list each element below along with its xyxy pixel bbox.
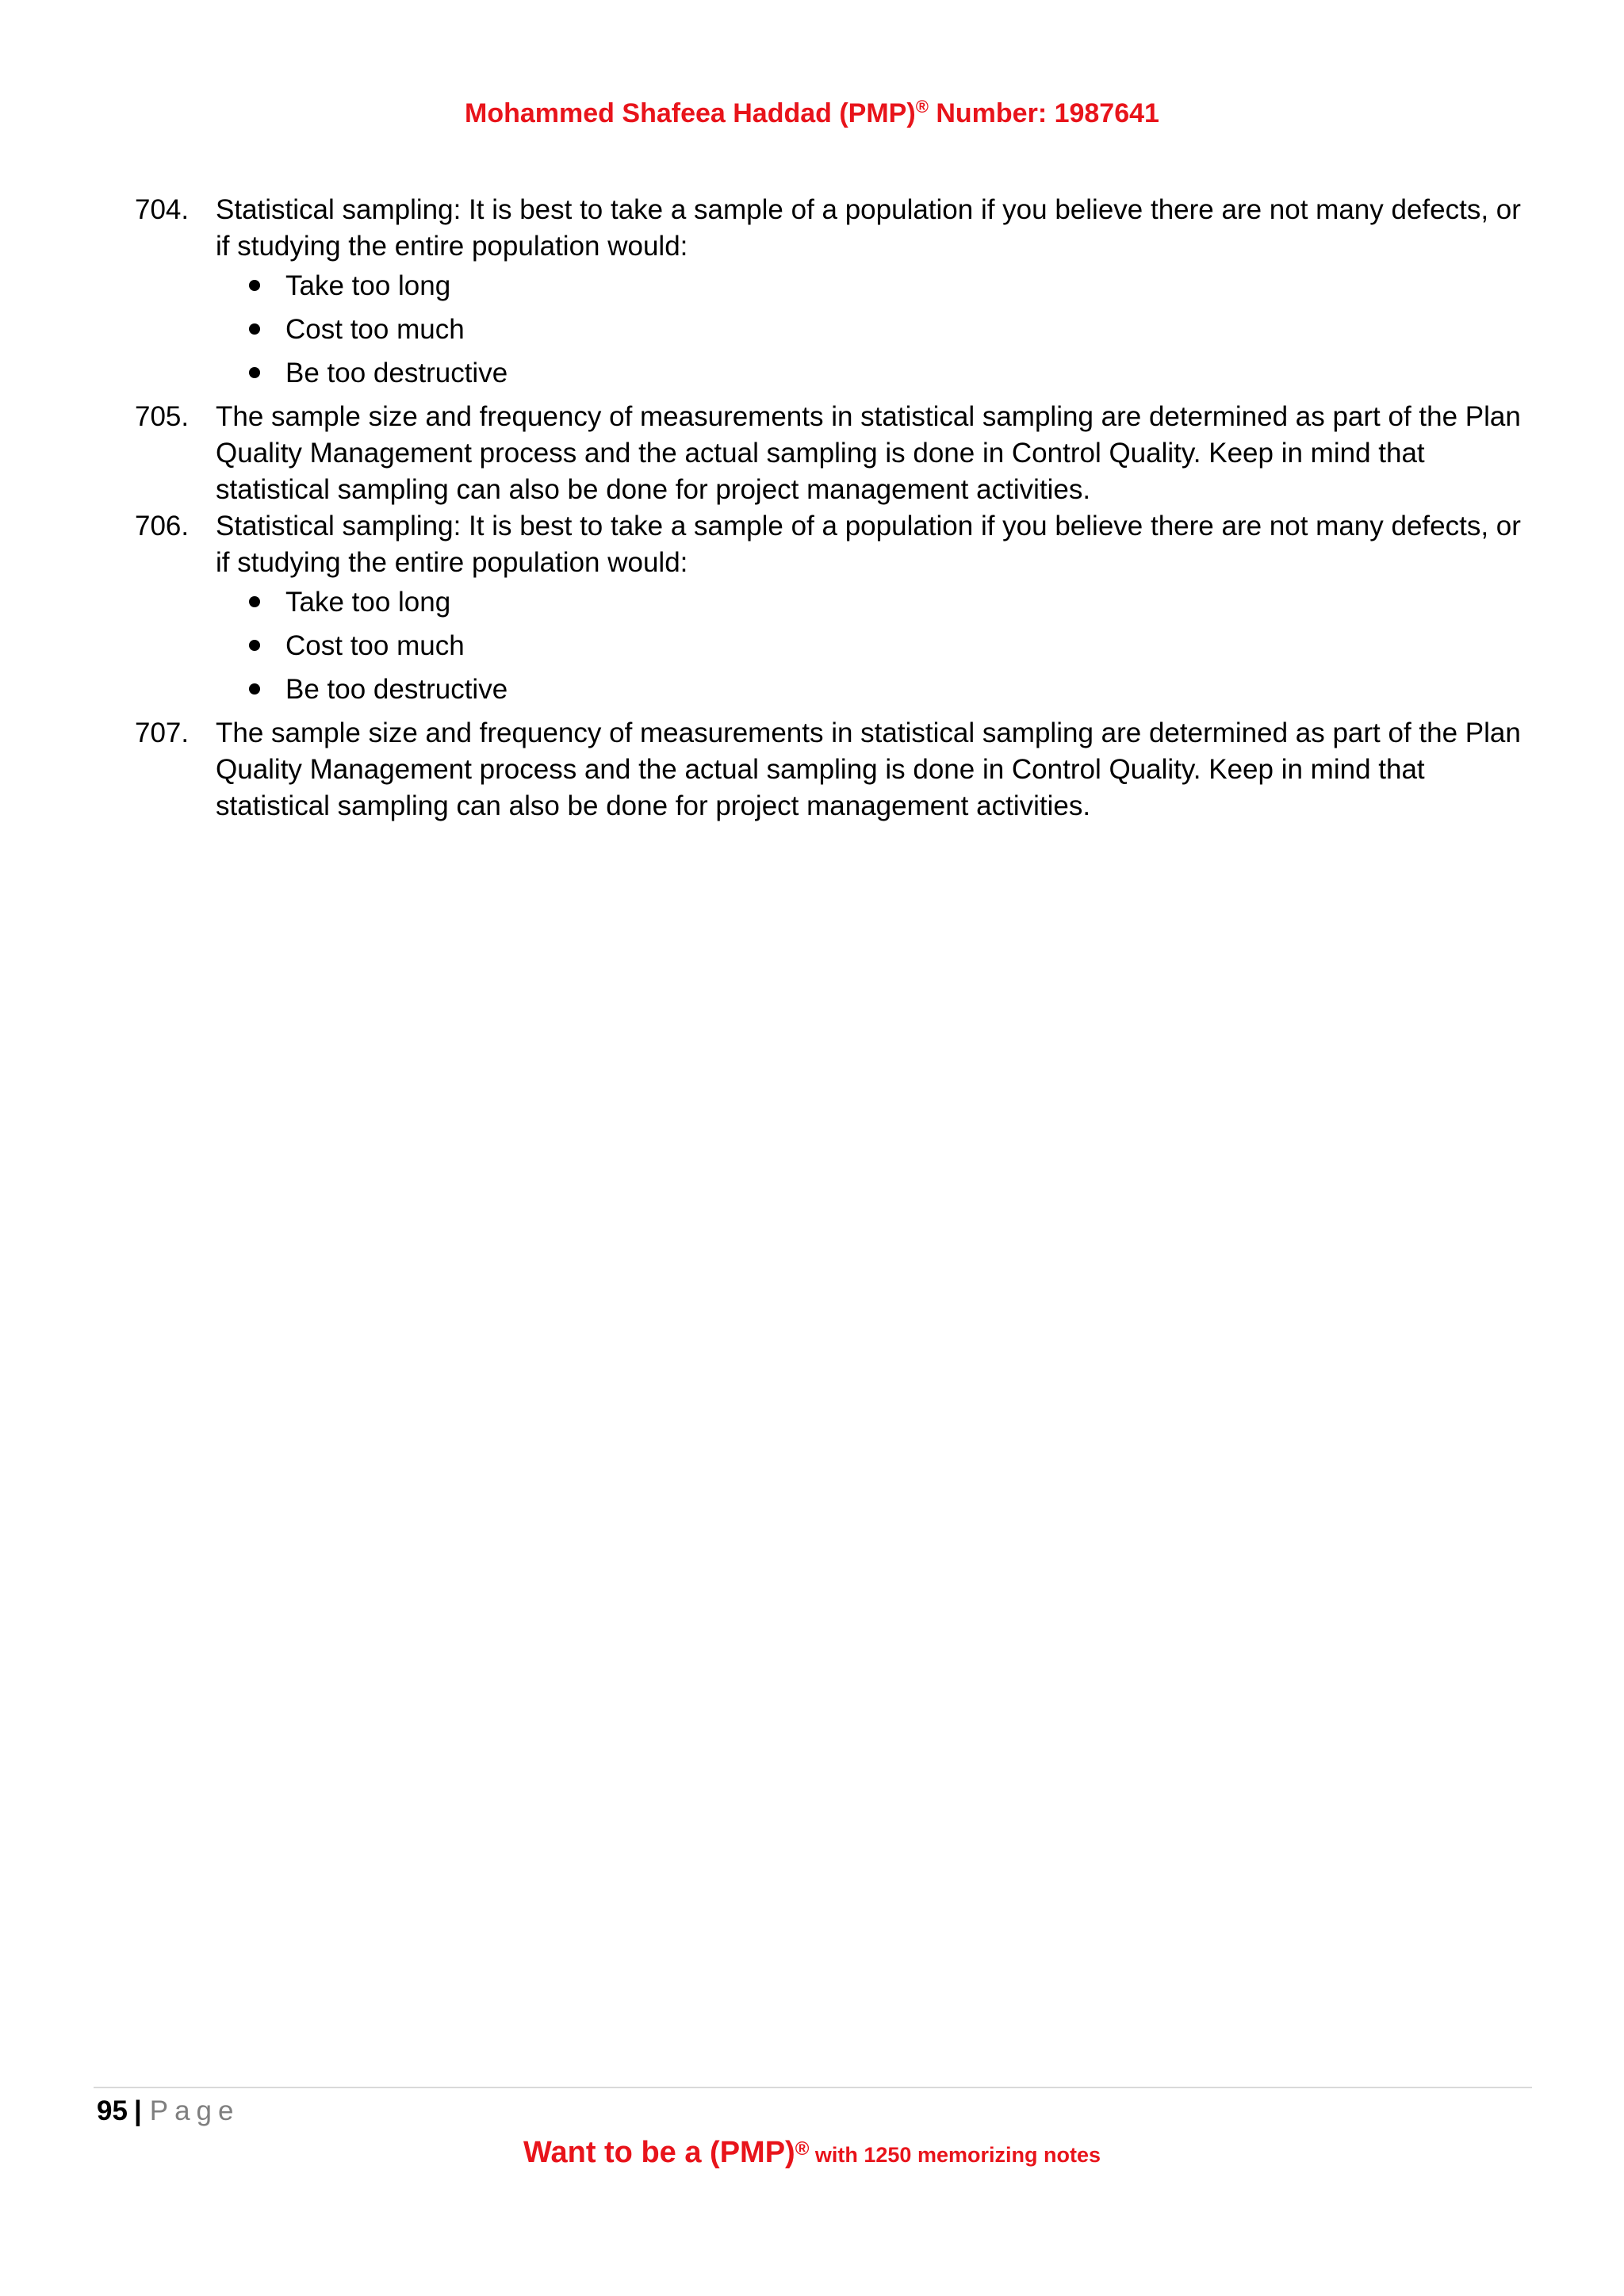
bullet-item: Take too long <box>249 584 1530 621</box>
bullet-item: Cost too much <box>249 628 1530 664</box>
header-number: Number: 1987641 <box>928 98 1159 128</box>
bullet-item: Be too destructive <box>249 672 1530 708</box>
bullet-item: Be too destructive <box>249 355 1530 392</box>
item-number: 707. <box>135 718 190 748</box>
bullet-icon <box>249 280 260 291</box>
list-item <box>135 399 1530 508</box>
list-item <box>135 715 1530 825</box>
footer-registered-mark: ® <box>795 2138 810 2160</box>
item-text: Statistical sampling: It is best to take a sample of a population if you believe there are not many defects, or if studying the entire population would: <box>216 194 1521 262</box>
bullet-icon <box>249 683 260 695</box>
list-item <box>135 192 1530 265</box>
bullet-item: Take too long <box>249 268 1530 304</box>
bullet-item: Cost too much <box>249 312 1530 348</box>
list-item <box>135 508 1530 581</box>
item-number: 704. <box>135 194 190 225</box>
header-title: Mohammed Shafeea Haddad (PMP) <box>465 98 916 128</box>
page-header <box>0 98 1624 129</box>
notes-list <box>135 192 1530 825</box>
footer-divider <box>94 2087 1532 2088</box>
item-text: Statistical sampling: It is best to take a sample of a population if you believe there are not many defects, or if studying the entire population would: <box>216 511 1521 578</box>
page-number-value: 95 <box>97 2095 128 2126</box>
header-registered-mark: ® <box>915 97 929 117</box>
footer-title-main: Want to be a (PMP) <box>523 2136 795 2169</box>
bullet-list <box>135 268 1530 392</box>
bullet-icon <box>249 640 260 651</box>
item-number: 705. <box>135 401 190 432</box>
bullet-icon <box>249 367 260 378</box>
bullet-icon <box>249 323 260 335</box>
bullet-list <box>135 584 1530 708</box>
footer-title-small: with 1250 memorizing notes <box>809 2143 1101 2167</box>
item-text: The sample size and frequency of measurements in statistical sampling are determined as part of the Plan Quality Management process and the actual sampling is done in Control Quality. Keep in mind that statistical sampling can also be done for project management activities. <box>216 401 1521 505</box>
footer-title <box>0 2133 1624 2175</box>
page-number <box>97 2093 239 2130</box>
page-word: Page <box>149 2095 240 2126</box>
item-number: 706. <box>135 511 190 541</box>
bullet-icon <box>249 596 260 607</box>
page-separator: | <box>133 2095 142 2126</box>
item-text: The sample size and frequency of measurements in statistical sampling are determined as part of the Plan Quality Management process and the actual sampling is done in Control Quality. Keep in mind that statistical sampling can also be done for project management activities. <box>216 718 1521 821</box>
